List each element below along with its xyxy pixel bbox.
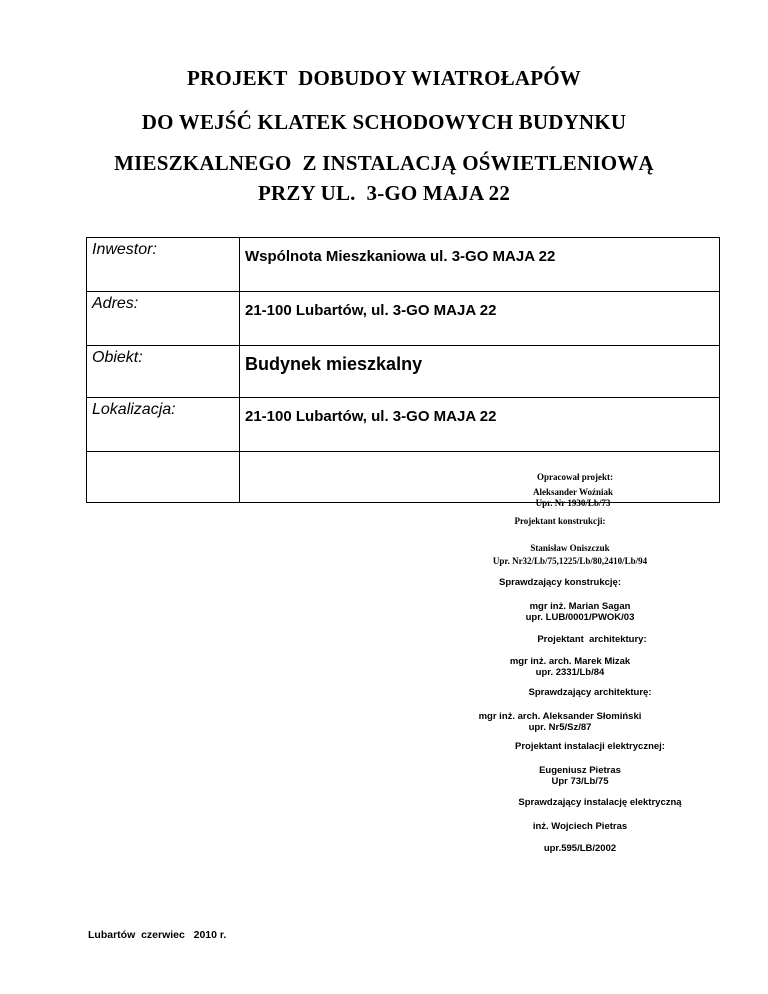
value-adres: 21-100 Lubartów, ul. 3-GO MAJA 22 <box>240 292 720 346</box>
label-adres: Adres: <box>87 292 240 346</box>
title-line-2: DO WEJŚĆ KLATEK SCHODOWYCH BUDYNKU <box>141 110 627 134</box>
title-line-3: MIESZKALNEGO Z INSTALACJĄ OŚWIETLENIOWĄ <box>114 151 654 175</box>
arch-upr: upr. 2331/Lb/84 <box>535 667 605 678</box>
label-lokalizacja: Lokalizacja: <box>87 398 240 452</box>
value-obiekt: Budynek mieszkalny <box>240 346 720 398</box>
title-line-4: PRZY UL. 3-GO MAJA 22 <box>257 181 511 205</box>
label-obiekt: Obiekt: <box>87 346 240 398</box>
arch-name: mgr inż. arch. Marek Mizak <box>509 656 631 667</box>
arch-heading: Projektant architektury: <box>537 634 647 645</box>
konstr-heading: Projektant konstrukcji: <box>514 516 606 526</box>
info-table <box>86 237 720 503</box>
spr-konstr-upr: upr. LUB/0001/PWOK/03 <box>525 612 635 623</box>
elektr-heading: Projektant instalacji elektrycznej: <box>515 741 665 752</box>
spr-konstr-heading: Sprawdzający konstrukcję: <box>499 577 621 588</box>
spr-elektr-upr: upr.595/LB/2002 <box>543 843 617 854</box>
title-line-1: PROJEKT DOBUDOY WIATROŁAPÓW <box>187 66 581 90</box>
value-lokalizacja: 21-100 Lubartów, ul. 3-GO MAJA 22 <box>240 398 720 452</box>
place-and-date: Lubartów czerwiec 2010 r. <box>88 929 227 941</box>
info-row-inwestor <box>87 238 720 292</box>
info-row-lokalizacja <box>87 398 720 452</box>
spr-konstr-name: mgr inż. Marian Sagan <box>529 601 631 612</box>
konstr-name: Stanisław Oniszczuk <box>530 543 610 553</box>
opracowal-upr: Upr. Nr 1930/Lb/73 <box>535 498 611 508</box>
elektr-name: Eugeniusz Pietras <box>539 765 621 776</box>
spr-arch-upr: upr. Nr5/Sz/87 <box>528 722 592 733</box>
spr-elektr-heading: Sprawdzający instalację elektryczną <box>518 797 682 808</box>
spr-arch-name: mgr inż. arch. Aleksander Słomiński <box>478 711 642 722</box>
info-row-adres <box>87 292 720 346</box>
label-empty <box>87 452 240 503</box>
value-inwestor: Wspólnota Mieszkaniowa ul. 3-GO MAJA 22 <box>240 238 720 292</box>
konstr-upr: Upr. Nr32/Lb/75,1225/Lb/80,2410/Lb/94 <box>492 556 648 566</box>
info-row-obiekt <box>87 346 720 398</box>
spr-arch-heading: Sprawdzający architekturę: <box>528 687 652 698</box>
label-inwestor: Inwestor: <box>87 238 240 292</box>
opracowal-name: Aleksander Woźniak <box>533 487 613 497</box>
opracowal-heading: Opracował projekt: <box>536 472 614 482</box>
elektr-upr: Upr 73/Lb/75 <box>551 776 609 787</box>
spr-elektr-name: inż. Wojciech Pietras <box>532 821 628 832</box>
